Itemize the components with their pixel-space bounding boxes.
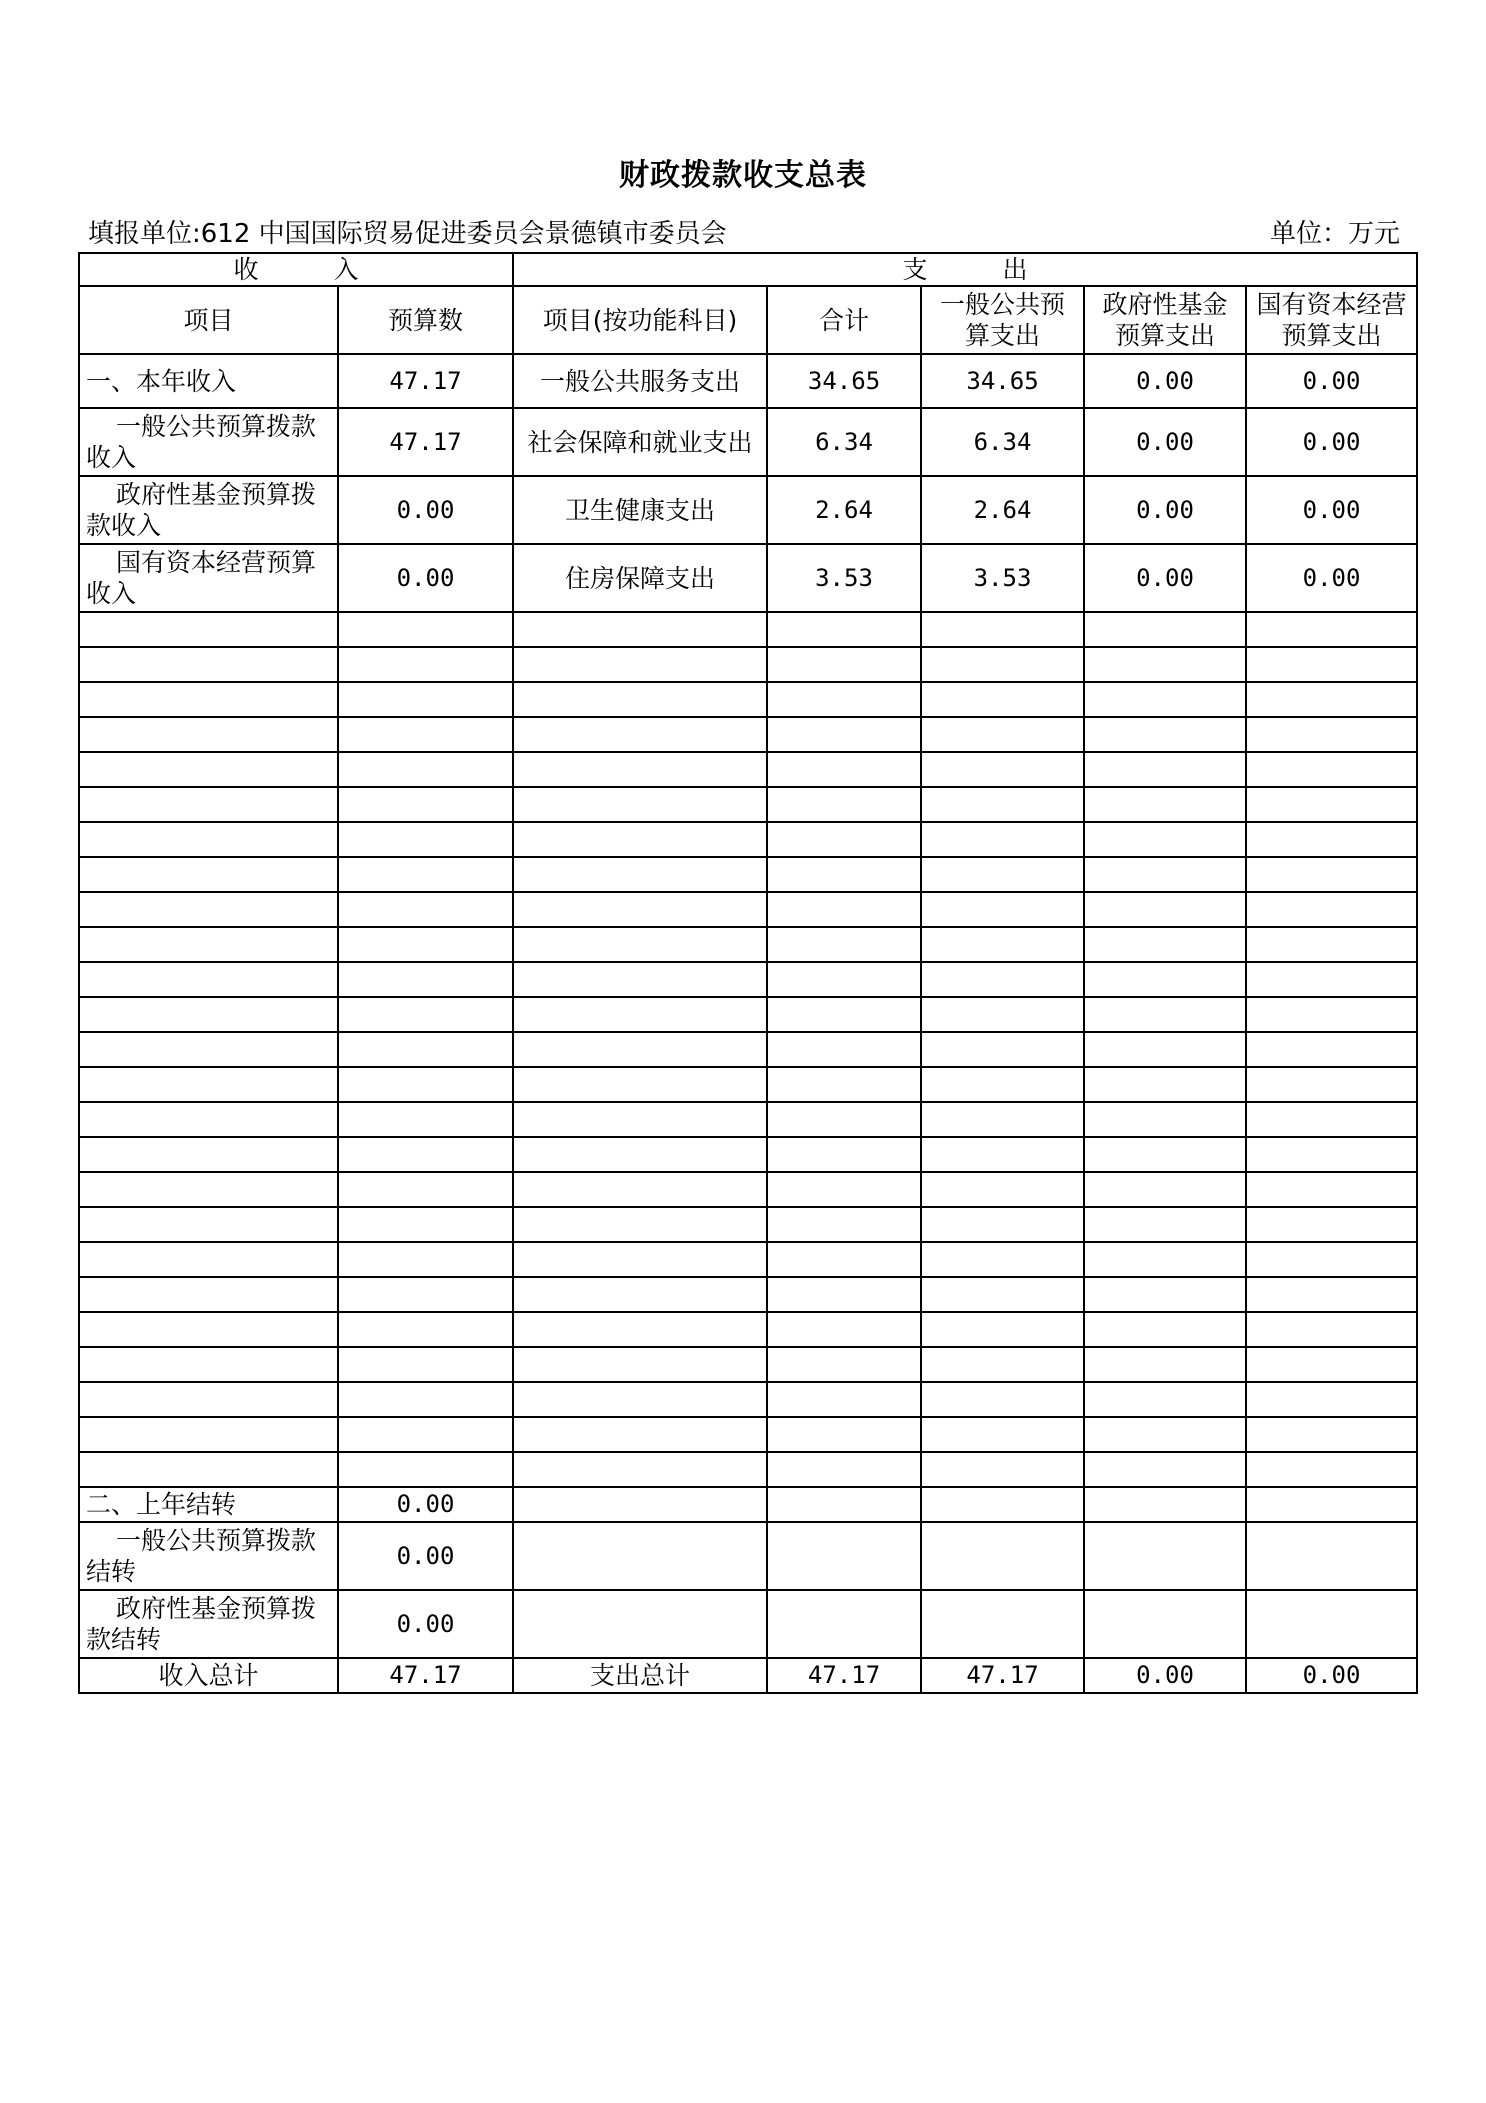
blank-row bbox=[79, 1277, 1417, 1312]
blank-cell bbox=[1246, 822, 1417, 857]
blank-cell bbox=[513, 647, 767, 682]
expense-gov-fund: 0.00 bbox=[1084, 476, 1246, 544]
blank-cell bbox=[79, 1277, 338, 1312]
blank-cell bbox=[79, 1207, 338, 1242]
expense-total-sum: 47.17 bbox=[767, 1658, 921, 1693]
blank-cell bbox=[1246, 1312, 1417, 1347]
blank-cell bbox=[1246, 787, 1417, 822]
blank-cell bbox=[79, 1452, 338, 1487]
blank-cell bbox=[338, 1102, 513, 1137]
budget-summary-table bbox=[78, 252, 1418, 1694]
blank-cell bbox=[1246, 1452, 1417, 1487]
blank-cell bbox=[1084, 682, 1246, 717]
blank-cell bbox=[79, 1102, 338, 1137]
blank-cell bbox=[921, 1172, 1084, 1207]
blank-cell bbox=[79, 997, 338, 1032]
carry-value: 0.00 bbox=[338, 1522, 513, 1590]
carry-row bbox=[79, 1590, 1417, 1658]
blank-row bbox=[79, 1207, 1417, 1242]
blank-cell bbox=[79, 1242, 338, 1277]
blank-cell bbox=[767, 717, 921, 752]
blank-cell bbox=[338, 927, 513, 962]
col-header-total: 合计 bbox=[767, 286, 921, 354]
blank-cell bbox=[921, 1102, 1084, 1137]
blank-cell bbox=[513, 1137, 767, 1172]
blank-cell bbox=[513, 752, 767, 787]
blank-cell bbox=[921, 1277, 1084, 1312]
blank-cell bbox=[1084, 1242, 1246, 1277]
blank-cell bbox=[338, 787, 513, 822]
blank-cell bbox=[79, 1032, 338, 1067]
blank-cell bbox=[513, 787, 767, 822]
blank-cell bbox=[1246, 1102, 1417, 1137]
blank-cell bbox=[338, 1242, 513, 1277]
blank-cell bbox=[1246, 1067, 1417, 1102]
blank-cell bbox=[1084, 717, 1246, 752]
blank-cell bbox=[513, 892, 767, 927]
blank-cell bbox=[338, 647, 513, 682]
blank-cell bbox=[338, 857, 513, 892]
blank-cell bbox=[1084, 822, 1246, 857]
income-total-label: 收入总计 bbox=[79, 1658, 338, 1693]
blank-cell bbox=[338, 1032, 513, 1067]
col-header-item: 项目 bbox=[79, 286, 338, 354]
expense-state-capital: 0.00 bbox=[1246, 476, 1417, 544]
expense-item: 一般公共服务支出 bbox=[513, 354, 767, 408]
blank-cell bbox=[79, 787, 338, 822]
blank-cell bbox=[767, 752, 921, 787]
expense-total-label: 支出总计 bbox=[513, 1658, 767, 1693]
expense-state-capital: 0.00 bbox=[1246, 544, 1417, 612]
blank-row bbox=[79, 1382, 1417, 1417]
blank-cell bbox=[338, 1347, 513, 1382]
blank-cell bbox=[79, 1137, 338, 1172]
blank-cell bbox=[338, 1137, 513, 1172]
blank-cell bbox=[1246, 1137, 1417, 1172]
blank-cell bbox=[338, 1172, 513, 1207]
blank-cell bbox=[513, 1382, 767, 1417]
blank-cell bbox=[338, 1277, 513, 1312]
blank-cell bbox=[513, 962, 767, 997]
blank-cell bbox=[1246, 1242, 1417, 1277]
blank-cell bbox=[1246, 1207, 1417, 1242]
blank-cell bbox=[338, 962, 513, 997]
blank-cell bbox=[767, 682, 921, 717]
blank-cell bbox=[921, 1312, 1084, 1347]
blank-cell bbox=[1246, 927, 1417, 962]
blank-cell bbox=[1246, 1277, 1417, 1312]
blank-cell bbox=[921, 612, 1084, 647]
blank-cell bbox=[79, 752, 338, 787]
blank-cell bbox=[1246, 857, 1417, 892]
blank-cell bbox=[767, 1312, 921, 1347]
income-group-header: 收 入 bbox=[79, 253, 513, 286]
blank-row bbox=[79, 962, 1417, 997]
blank-cell bbox=[513, 997, 767, 1032]
blank-cell bbox=[1246, 962, 1417, 997]
blank-cell bbox=[1246, 1032, 1417, 1067]
blank-cell bbox=[1084, 1102, 1246, 1137]
blank-row bbox=[79, 752, 1417, 787]
blank-cell bbox=[79, 717, 338, 752]
blank-cell bbox=[921, 682, 1084, 717]
blank-cell bbox=[79, 1417, 338, 1452]
blank-cell bbox=[79, 1172, 338, 1207]
blank-cell bbox=[921, 822, 1084, 857]
income-total-value: 47.17 bbox=[338, 1658, 513, 1693]
carry-row bbox=[79, 1522, 1417, 1590]
expense-total: 34.65 bbox=[767, 354, 921, 408]
blank-cell bbox=[338, 1207, 513, 1242]
blank-cell bbox=[338, 1452, 513, 1487]
blank-cell bbox=[338, 1067, 513, 1102]
blank-cell bbox=[338, 1312, 513, 1347]
blank-cell bbox=[79, 927, 338, 962]
blank-cell bbox=[1084, 1207, 1246, 1242]
blank-cell bbox=[767, 1452, 921, 1487]
blank-cell bbox=[767, 1172, 921, 1207]
blank-cell bbox=[513, 857, 767, 892]
blank-cell bbox=[1084, 857, 1246, 892]
carry-value: 0.00 bbox=[338, 1487, 513, 1522]
blank-cell bbox=[1246, 717, 1417, 752]
blank-cell bbox=[1084, 752, 1246, 787]
blank-cell bbox=[79, 1067, 338, 1102]
income-value: 47.17 bbox=[338, 354, 513, 408]
table-row bbox=[79, 354, 1417, 408]
blank-cell bbox=[921, 1032, 1084, 1067]
blank-row bbox=[79, 1172, 1417, 1207]
blank-cell bbox=[79, 1347, 338, 1382]
blank-cell bbox=[921, 787, 1084, 822]
blank-row bbox=[79, 787, 1417, 822]
col-header-func-item: 项目(按功能科目) bbox=[513, 286, 767, 354]
blank-cell bbox=[767, 822, 921, 857]
blank-cell bbox=[338, 1417, 513, 1452]
income-value: 0.00 bbox=[338, 476, 513, 544]
blank-cell bbox=[79, 682, 338, 717]
blank-cell bbox=[1084, 1417, 1246, 1452]
blank-cell bbox=[767, 1277, 921, 1312]
blank-cell bbox=[1084, 1032, 1246, 1067]
blank-cell bbox=[921, 1242, 1084, 1277]
blank-cell bbox=[767, 1207, 921, 1242]
income-item: 政府性基金预算拨款收入 bbox=[79, 476, 338, 544]
blank-row bbox=[79, 1102, 1417, 1137]
blank-row bbox=[79, 717, 1417, 752]
table-row bbox=[79, 408, 1417, 476]
reporting-unit-label: 填报单位:612 中国国际贸易促进委员会景德镇市委员会 bbox=[88, 219, 727, 249]
blank-cell bbox=[921, 1382, 1084, 1417]
blank-cell bbox=[513, 1452, 767, 1487]
blank-cell bbox=[1084, 1137, 1246, 1172]
expense-total-general: 47.17 bbox=[921, 1658, 1084, 1693]
blank-cell bbox=[921, 857, 1084, 892]
blank-cell bbox=[767, 612, 921, 647]
blank-cell bbox=[767, 1067, 921, 1102]
blank-cell bbox=[1246, 1382, 1417, 1417]
blank-cell bbox=[767, 1347, 921, 1382]
expense-total: 2.64 bbox=[767, 476, 921, 544]
blank-cell bbox=[513, 1347, 767, 1382]
blank-cell bbox=[921, 927, 1084, 962]
blank-cell bbox=[921, 1207, 1084, 1242]
blank-cell bbox=[1084, 647, 1246, 682]
group-header-row bbox=[79, 253, 1417, 286]
expense-gov-fund: 0.00 bbox=[1084, 544, 1246, 612]
blank-cell bbox=[338, 752, 513, 787]
blank-cell bbox=[1246, 682, 1417, 717]
blank-row bbox=[79, 857, 1417, 892]
blank-cell bbox=[338, 997, 513, 1032]
blank-row bbox=[79, 1032, 1417, 1067]
blank-cell bbox=[1246, 1172, 1417, 1207]
col-header-general: 一般公共预算支出 bbox=[921, 286, 1084, 354]
blank-cell bbox=[767, 647, 921, 682]
blank-cell bbox=[513, 717, 767, 752]
blank-cell bbox=[79, 612, 338, 647]
blank-cell bbox=[921, 962, 1084, 997]
expense-general: 6.34 bbox=[921, 408, 1084, 476]
blank-cell bbox=[1084, 1067, 1246, 1102]
blank-row bbox=[79, 1067, 1417, 1102]
blank-cell bbox=[513, 1207, 767, 1242]
blank-row bbox=[79, 892, 1417, 927]
expense-group-header: 支 出 bbox=[513, 253, 1417, 286]
expense-total: 6.34 bbox=[767, 408, 921, 476]
blank-cell bbox=[1246, 647, 1417, 682]
expense-gov-fund: 0.00 bbox=[1084, 354, 1246, 408]
blank-cell bbox=[338, 1382, 513, 1417]
blank-cell bbox=[1084, 997, 1246, 1032]
expense-state-capital: 0.00 bbox=[1246, 408, 1417, 476]
income-item: 国有资本经营预算收入 bbox=[79, 544, 338, 612]
expense-total-gov-fund: 0.00 bbox=[1084, 1658, 1246, 1693]
expense-general: 34.65 bbox=[921, 354, 1084, 408]
income-value: 47.17 bbox=[338, 408, 513, 476]
blank-row bbox=[79, 647, 1417, 682]
blank-cell bbox=[767, 857, 921, 892]
blank-cell bbox=[338, 892, 513, 927]
blank-cell bbox=[1084, 1312, 1246, 1347]
expense-general: 2.64 bbox=[921, 476, 1084, 544]
blank-cell bbox=[1084, 1172, 1246, 1207]
blank-cell bbox=[921, 1347, 1084, 1382]
blank-cell bbox=[513, 1172, 767, 1207]
blank-cell bbox=[513, 1067, 767, 1102]
blank-cell bbox=[1246, 892, 1417, 927]
blank-cell bbox=[767, 1242, 921, 1277]
blank-cell bbox=[767, 1382, 921, 1417]
income-item: 一般公共预算拨款收入 bbox=[79, 408, 338, 476]
blank-cell bbox=[338, 682, 513, 717]
carry-value: 0.00 bbox=[338, 1590, 513, 1658]
blank-cell bbox=[1084, 927, 1246, 962]
blank-cell bbox=[767, 892, 921, 927]
blank-cell bbox=[1084, 787, 1246, 822]
blank-cell bbox=[1084, 892, 1246, 927]
blank-cell bbox=[513, 1277, 767, 1312]
blank-row bbox=[79, 997, 1417, 1032]
blank-cell bbox=[767, 1102, 921, 1137]
blank-cell bbox=[767, 1137, 921, 1172]
page-title: 财政拨款收支总表 bbox=[619, 158, 867, 193]
carry-item: 一般公共预算拨款结转 bbox=[79, 1522, 338, 1590]
blank-cell bbox=[513, 682, 767, 717]
blank-cell bbox=[1084, 612, 1246, 647]
col-header-budget: 预算数 bbox=[338, 286, 513, 354]
income-item: 一、本年收入 bbox=[79, 354, 338, 408]
report-meta bbox=[88, 213, 1400, 247]
blank-row bbox=[79, 1137, 1417, 1172]
blank-cell bbox=[79, 962, 338, 997]
expense-gov-fund: 0.00 bbox=[1084, 408, 1246, 476]
income-value: 0.00 bbox=[338, 544, 513, 612]
blank-row bbox=[79, 927, 1417, 962]
blank-cell bbox=[513, 927, 767, 962]
blank-cell bbox=[1246, 612, 1417, 647]
blank-cell bbox=[767, 962, 921, 997]
carry-row bbox=[79, 1487, 1417, 1522]
blank-cell bbox=[513, 1242, 767, 1277]
blank-cell bbox=[921, 997, 1084, 1032]
blank-cell bbox=[513, 1102, 767, 1137]
blank-cell bbox=[338, 717, 513, 752]
blank-cell bbox=[921, 892, 1084, 927]
blank-cell bbox=[767, 1032, 921, 1067]
blank-cell bbox=[1246, 752, 1417, 787]
blank-cell bbox=[79, 647, 338, 682]
expense-item: 社会保障和就业支出 bbox=[513, 408, 767, 476]
blank-cell bbox=[1246, 1417, 1417, 1452]
blank-cell bbox=[513, 822, 767, 857]
blank-cell bbox=[338, 612, 513, 647]
blank-cell bbox=[79, 892, 338, 927]
blank-cell bbox=[1246, 997, 1417, 1032]
blank-cell bbox=[767, 997, 921, 1032]
blank-row bbox=[79, 1347, 1417, 1382]
blank-row bbox=[79, 1242, 1417, 1277]
carry-item: 政府性基金预算拨款结转 bbox=[79, 1590, 338, 1658]
blank-cell bbox=[767, 1417, 921, 1452]
blank-cell bbox=[79, 857, 338, 892]
blank-cell bbox=[1084, 1382, 1246, 1417]
blank-row bbox=[79, 682, 1417, 717]
blank-cell bbox=[921, 1067, 1084, 1102]
blank-cell bbox=[79, 1312, 338, 1347]
blank-row bbox=[79, 1312, 1417, 1347]
col-header-state-capital: 国有资本经营预算支出 bbox=[1246, 286, 1417, 354]
blank-rows bbox=[79, 612, 1417, 1487]
blank-cell bbox=[1084, 1452, 1246, 1487]
blank-row bbox=[79, 612, 1417, 647]
expense-item: 卫生健康支出 bbox=[513, 476, 767, 544]
blank-cell bbox=[79, 822, 338, 857]
expense-item: 住房保障支出 bbox=[513, 544, 767, 612]
blank-cell bbox=[513, 1417, 767, 1452]
blank-cell bbox=[921, 717, 1084, 752]
blank-row bbox=[79, 1452, 1417, 1487]
totals-row bbox=[79, 1658, 1417, 1693]
blank-cell bbox=[921, 647, 1084, 682]
column-header-row bbox=[79, 286, 1417, 354]
blank-cell bbox=[1084, 962, 1246, 997]
blank-row bbox=[79, 1417, 1417, 1452]
blank-cell bbox=[79, 1382, 338, 1417]
expense-general: 3.53 bbox=[921, 544, 1084, 612]
blank-cell bbox=[921, 752, 1084, 787]
blank-cell bbox=[921, 1137, 1084, 1172]
blank-cell bbox=[767, 787, 921, 822]
col-header-gov-fund: 政府性基金预算支出 bbox=[1084, 286, 1246, 354]
blank-cell bbox=[767, 927, 921, 962]
expense-state-capital: 0.00 bbox=[1246, 354, 1417, 408]
table-row bbox=[79, 544, 1417, 612]
expense-total-state-capital: 0.00 bbox=[1246, 1658, 1417, 1693]
blank-cell bbox=[921, 1417, 1084, 1452]
expense-total: 3.53 bbox=[767, 544, 921, 612]
blank-cell bbox=[1084, 1347, 1246, 1382]
blank-cell bbox=[513, 612, 767, 647]
blank-cell bbox=[1246, 1347, 1417, 1382]
carry-item: 二、上年结转 bbox=[79, 1487, 338, 1522]
blank-cell bbox=[921, 1452, 1084, 1487]
blank-cell bbox=[338, 822, 513, 857]
table-row bbox=[79, 476, 1417, 544]
blank-row bbox=[79, 822, 1417, 857]
blank-cell bbox=[513, 1312, 767, 1347]
blank-cell bbox=[1084, 1277, 1246, 1312]
blank-cell bbox=[513, 1032, 767, 1067]
currency-unit-label: 单位：万元 bbox=[1269, 219, 1400, 249]
